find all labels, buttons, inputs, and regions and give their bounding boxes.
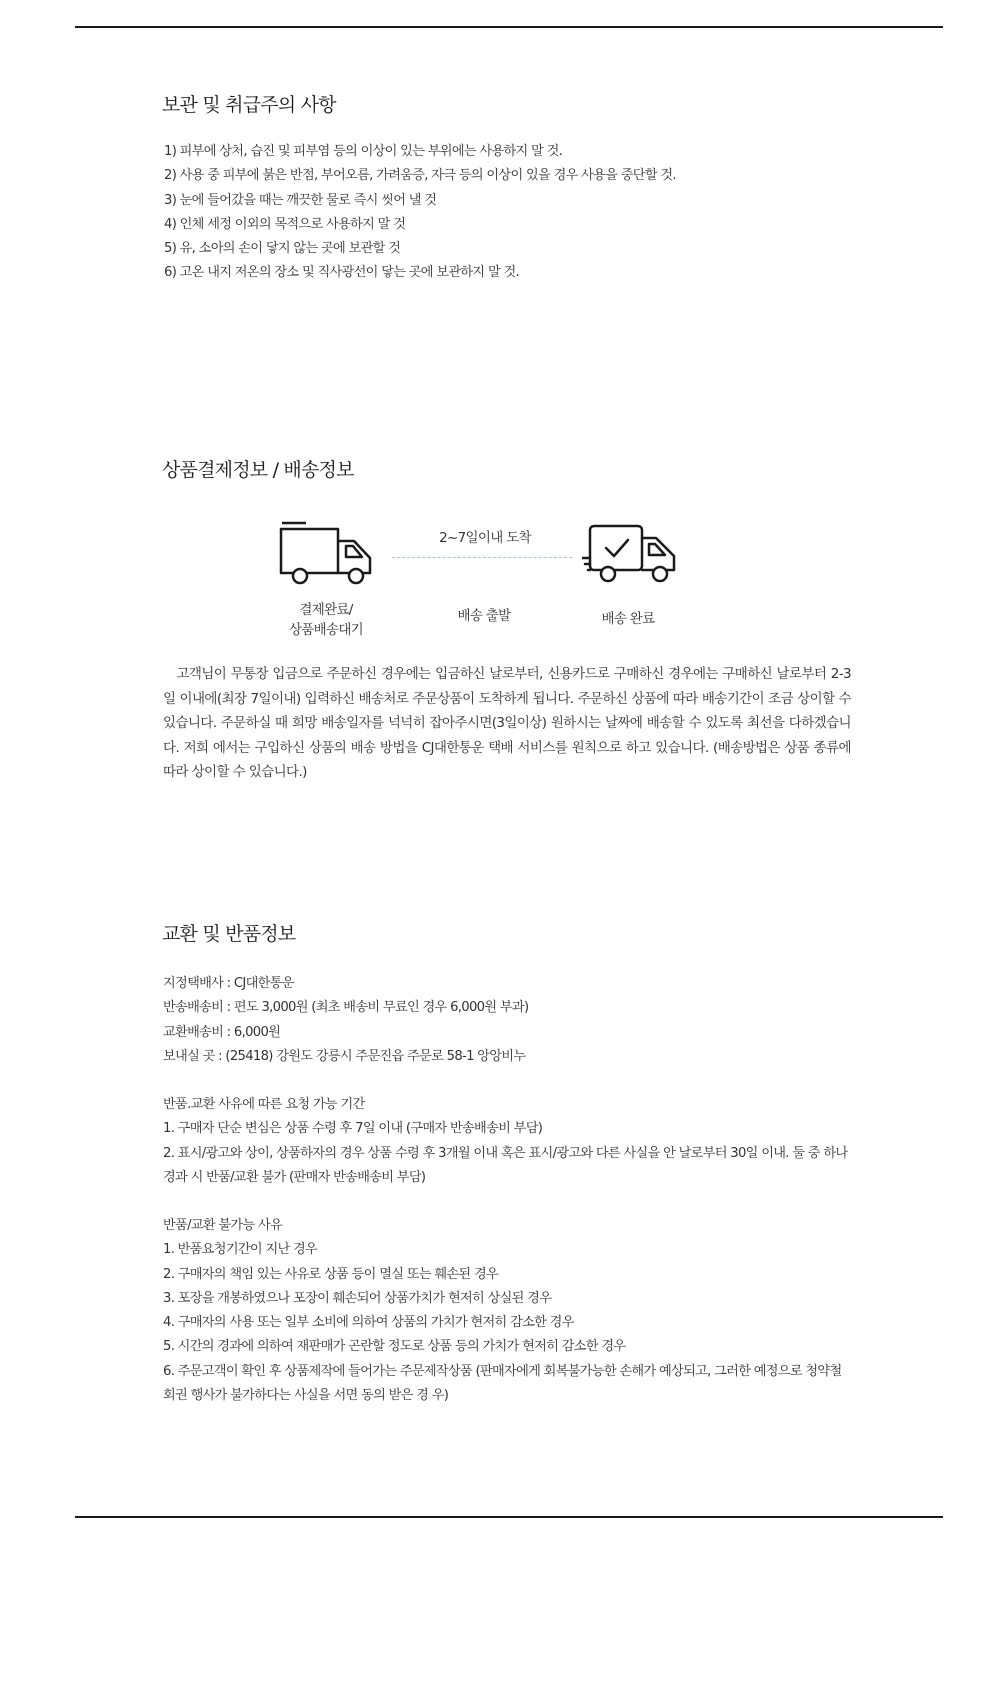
step-complete: 배송 완료	[601, 611, 655, 627]
return-unavailable-item: 1. 반품요청기간이 지난 경우	[163, 1242, 318, 1258]
top-divider	[75, 26, 943, 28]
return-unavailable-item: 2. 구매자의 책임 있는 사유로 상품 등이 멸실 또는 훼손된 경우	[163, 1266, 499, 1282]
return-period-item: 1. 구매자 단순 변심은 상품 수령 후 7일 이내 (구매자 반송배송비 부담)	[163, 1121, 543, 1137]
returns-section-title: 교환 및 반품정보	[162, 923, 296, 945]
courier-info: 지정택배사 : CJ대한통운	[163, 976, 294, 991]
care-item: 6) 고온 내지 저온의 장소 및 직사광선이 닿는 곳에 보관하지 말 것.	[164, 265, 520, 281]
return-address: 보내실 곳 : (25418) 강원도 강릉시 주문진읍 주문로 58-1 앙앙비누	[163, 1048, 526, 1064]
delivery-truck-icon	[276, 520, 376, 590]
bottom-divider	[75, 1516, 943, 1518]
step-payment-ready-line1: 결제완료/	[299, 602, 353, 618]
return-period-block	[163, 1093, 863, 1190]
return-unavailable-item: 4. 구매자의 사용 또는 일부 소비에 의하여 상품의 가치가 현저히 감소한 경우	[163, 1315, 574, 1331]
delivered-truck-check-icon	[582, 522, 682, 590]
return-unavailable-item: 6. 주문고객이 확인 후 상품제작에 들어가는 주문제작상품 (판매자에게 회복불가능한 손해가 예상되고, 그러한 예정으로 청약철회권 행사가 불가하다는 사실을 서면 동의 받은 경 우)	[163, 1363, 842, 1404]
return-unavailable-title: 반품/교환 불가능 사유	[163, 1218, 283, 1233]
returns-info-block	[163, 972, 863, 1069]
step-payment-ready	[256, 600, 396, 640]
return-period-item: 2. 표시/광고와 상이, 상품하자의 경우 상품 수령 후 3개월 이내 혹은 표시/광고와 다른 사실을 안 날로부터 30일 이내. 둘 중 하나 경과 시 반품/교환 불가 (판매자 반송배송비 부담)	[163, 1145, 848, 1185]
care-item: 2) 사용 중 피부에 붉은 반점, 부어오름, 가려움증, 자극 등의 이상이 있을 경우 사용을 중단할 것.	[164, 168, 676, 184]
care-item: 5) 유, 소아의 손이 닿지 않는 곳에 보관할 것	[164, 241, 401, 257]
return-unavailable-item: 5. 시간의 경과에 의하여 재판매가 곤란할 정도로 상품 등의 가치가 현저히 감소한 경우	[163, 1339, 626, 1355]
return-shipping-fee: 반송배송비 : 편도 3,000원 (최초 배송비 무료인 경우 6,000원 부과)	[163, 1000, 529, 1016]
shipping-section-title: 상품결제정보 / 배송정보	[162, 459, 354, 481]
care-item: 4) 인체 세정 이외의 목적으로 사용하지 말 것	[164, 216, 406, 232]
care-list	[164, 140, 676, 286]
care-item: 3) 눈에 들어갔을 때는 깨끗한 물로 즉시 씻어 낼 것	[164, 192, 437, 208]
care-section-title: 보관 및 취급주의 사항	[162, 94, 336, 116]
return-period-title: 반품.교환 사유에 따른 요청 가능 기간	[163, 1097, 365, 1112]
return-unavailable-block	[163, 1214, 863, 1408]
step-depart: 배송 출발	[457, 608, 511, 624]
shipping-info-paragraph	[163, 662, 851, 785]
care-item: 1) 피부에 상처, 습진 및 피부염 등의 이상이 있는 부위에는 사용하지 말 것.	[164, 144, 563, 159]
shipping-info-text: 고객님이 무통장 입금으로 주문하신 경우에는 입금하신 날로부터, 신용카드로 구매하신 경우에는 구매하신 날로부터 2-3일 이내에(최장 7일이내) 입력하신 배송처로 주문상품이 도착하게 됩니다. 주문하신 상품에 따라 배송기간이 조금 상이할 수 있습니다. 주문하실 때 희망 배송일자를 넉넉히 잡아주시면(3일이상) 원하시는 날짜에 배송할 수 있도록 최선을 다하겠습니다. 저희 에서는 구입하신 상품의 배송 방법을 CJ대한통운 택배 서비스를 원칙으로 하고 있습니다. (배송방법은 상품 종류에 따라 상이할 수 있습니다.)	[163, 666, 852, 781]
return-unavailable-item: 3. 포장을 개봉하였으나 포장이 훼손되어 상품가치가 현저히 상실된 경우	[163, 1290, 552, 1306]
arrival-period-label: 2~7일이내 도착	[439, 530, 531, 546]
exchange-shipping-fee: 교환배송비 : 6,000원	[163, 1024, 281, 1040]
step-payment-ready-line2: 상품배송대기	[288, 622, 364, 638]
shipping-progress-line	[392, 557, 572, 558]
